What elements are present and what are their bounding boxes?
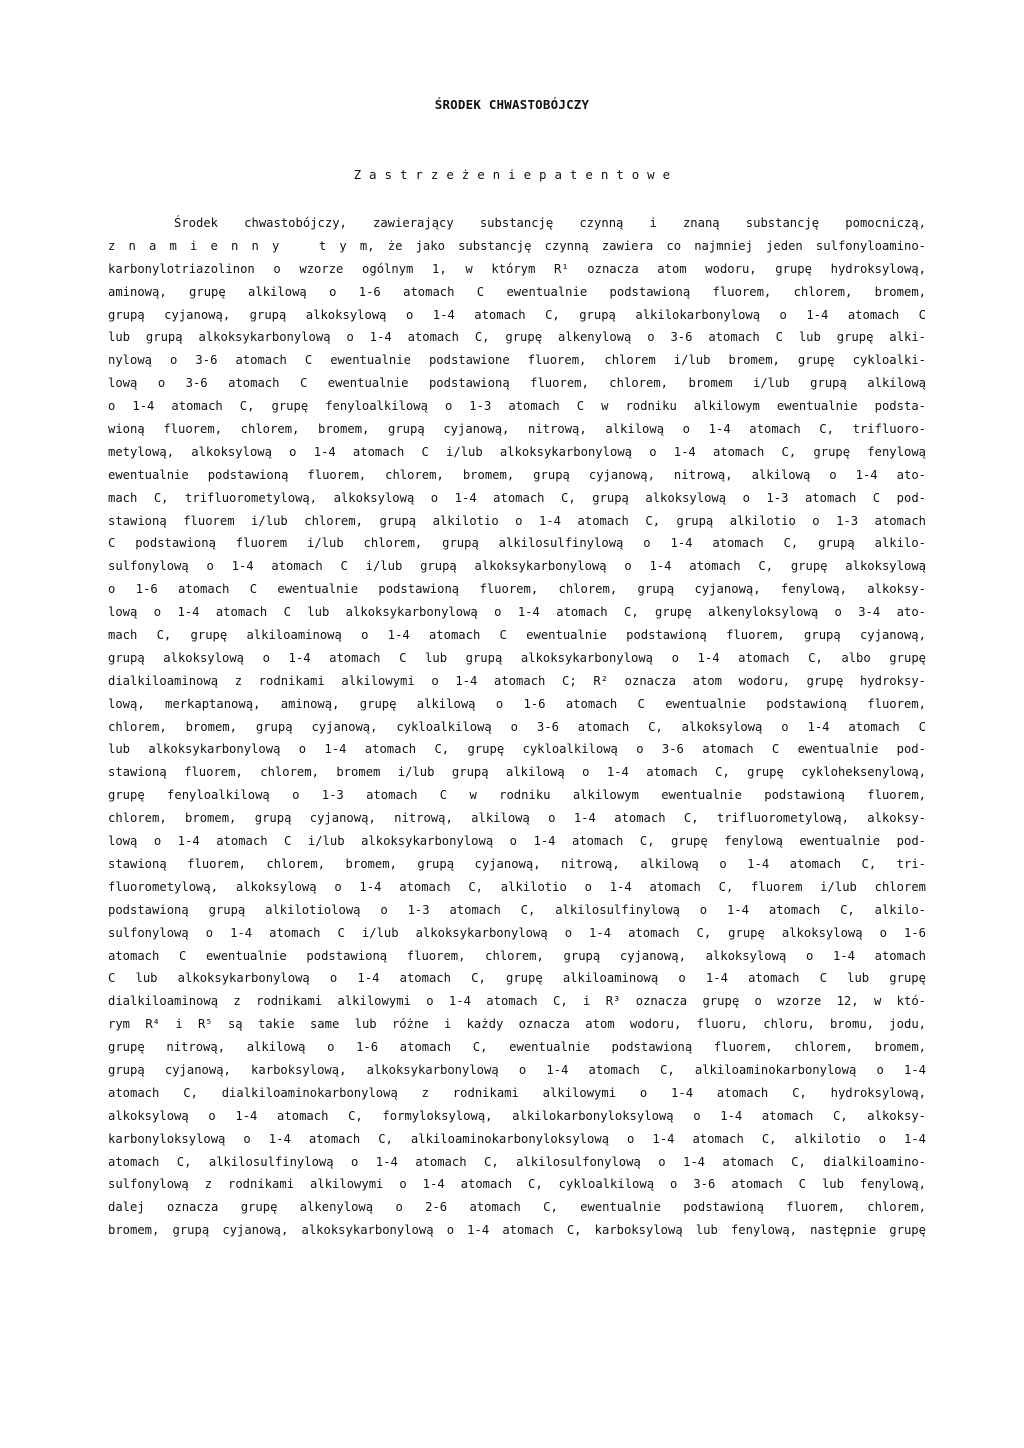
text-line: rym R⁴ i R⁵ są takie same lub różne i każdy oznacza atom wodoru, fluoru, chloru, bromu, jodu,: [108, 1017, 926, 1032]
text-line: fluorometylową, alkoksylową o 1-4 atomach C, alkilotio o 1-4 atomach C, fluorem i/lub chlorem: [108, 879, 926, 894]
text-line: lub grupą alkoksykarbonylową o 1-4 atomach C, grupę alkenylową o 3-6 atomach C lub grupę alki-: [108, 330, 926, 345]
text-line: stawioną fluorem, chlorem, bromem i/lub grupą alkilową o 1-4 atomach C, grupę cykloheksenylową,: [108, 765, 926, 780]
text-line: metylową, alkoksylową o 1-4 atomach C i/lub alkoksykarbonylową o 1-4 atomach C, grupę fenylową: [108, 444, 926, 459]
text-line: mach C, grupę alkiloaminową o 1-4 atomach C ewentualnie podstawioną fluorem, grupą cyjanową,: [108, 628, 926, 643]
text-line: lową, merkaptanową, aminową, grupę alkilową o 1-6 atomach C ewentualnie podstawioną fluorem,: [108, 696, 926, 711]
text-line: chlorem, bromem, grupą cyjanową, cykloalkilową o 3-6 atomach C, alkoksylową o 1-4 atomach C: [108, 719, 926, 734]
text-line: dalej oznacza grupę alkenylową o 2-6 atomach C, ewentualnie podstawioną fluorem, chlorem,: [108, 1200, 926, 1215]
text-line: wioną fluorem, chlorem, bromem, grupą cyjanową, nitrową, alkilową o 1-4 atomach C, trifluoro-: [108, 422, 926, 437]
text-line: grupę fenyloalkilową o 1-3 atomach C w rodniku alkilowym ewentualnie podstawioną fluorem,: [108, 788, 926, 803]
text-line: o 1-4 atomach C, grupę fenyloalkilową o 1-3 atomach C w rodniku alkilowym ewentualnie podsta-: [108, 399, 926, 414]
text-line: stawioną fluorem i/lub chlorem, grupą alkilotio o 1-4 atomach C, grupą alkilotio o 1-3 atomach: [108, 513, 926, 528]
text-line: nylową o 3-6 atomach C ewentualnie podstawione fluorem, chlorem i/lub bromem, grupę cykloalki-: [108, 353, 926, 368]
text-line: stawioną fluorem, chlorem, bromem, grupą cyjanową, nitrową, alkilową o 1-4 atomach C, tri-: [108, 856, 926, 871]
claim-text: [108, 212, 926, 1242]
text-line: karbonyloksylową o 1-4 atomach C, alkiloaminokarbonyloksylową o 1-4 atomach C, alkilotio o 1-4: [108, 1131, 926, 1146]
text-line: dialkiloaminową z rodnikami alkilowymi o 1-4 atomach C, i R³ oznacza grupę o wzorze 12, w któ-: [108, 994, 926, 1009]
text-line: lową o 3-6 atomach C ewentualnie podstawioną fluorem, chlorem, bromem i/lub grupą alkilową: [108, 376, 926, 391]
document-title: ŚRODEK CHWASTOBÓJCZY: [434, 97, 590, 112]
section-heading: Z a s t r z e ż e n i e p a t e n t o w e: [353, 167, 671, 182]
text-line: dialkiloaminową z rodnikami alkilowymi o 1-4 atomach C; R² oznacza atom wodoru, grupę hydroksy-: [108, 673, 926, 688]
text-line: atomach C, alkilosulfinylową o 1-4 atomach C, alkilosulfonylową o 1-4 atomach C, dialkiloamino-: [108, 1154, 926, 1169]
text-line: grupę nitrową, alkilową o 1-6 atomach C, ewentualnie podstawioną fluorem, chlorem, bromem,: [108, 1040, 926, 1055]
text-line: lową o 1-4 atomach C lub alkoksykarbonylową o 1-4 atomach C, grupę alkenyloksylową o 3-4 ato-: [108, 605, 926, 620]
text-line: grupą alkoksylową o 1-4 atomach C lub grupą alkoksykarbonylową o 1-4 atomach C, albo grupę: [108, 650, 926, 665]
text-line: aminową, grupę alkilową o 1-6 atomach C ewentualnie podstawioną fluorem, chlorem, bromem,: [108, 284, 926, 299]
text-line: grupą cyjanową, grupą alkoksylową o 1-4 atomach C, grupą alkilokarbonylową o 1-4 atomach C: [108, 307, 926, 322]
text-line: sulfonylową o 1-4 atomach C i/lub alkoksykarbonylową o 1-4 atomach C, grupę alkoksylową o 1-6: [108, 925, 926, 940]
text-line: bromem, grupą cyjanową, alkoksykarbonylową o 1-4 atomach C, karboksylową lub fenylową, następnie grupę: [108, 1223, 926, 1238]
text-line: C lub alkoksykarbonylową o 1-4 atomach C, grupę alkiloaminową o 1-4 atomach C lub grupę: [108, 971, 926, 986]
text-line: sulfonylową z rodnikami alkilowymi o 1-4 atomach C, cykloalkilową o 3-6 atomach C lub fenylową,: [108, 1177, 926, 1192]
text-line: ewentualnie podstawioną fluorem, chlorem, bromem, grupą cyjanową, nitrową, alkilową o 1-4 ato-: [108, 467, 926, 482]
text-line: Środek chwastobójczy, zawierający substancję czynną i znaną substancję pomocniczą,: [174, 216, 926, 230]
text-line: lową o 1-4 atomach C i/lub alkoksykarbonylową o 1-4 atomach C, grupę fenylową ewentualnie pod-: [108, 834, 926, 849]
text-line: grupą cyjanową, karboksylową, alkoksykarbonylową o 1-4 atomach C, alkiloaminokarbonylową o 1-4: [108, 1062, 926, 1077]
text-line: z n a m i e n n y t y m, że jako substancję czynną zawiera co najmniej jeden sulfonyloamino-: [108, 238, 926, 253]
text-line: C podstawioną fluorem i/lub chlorem, grupą alkilosulfinylową o 1-4 atomach C, grupą alkilo-: [108, 536, 926, 551]
text-line: mach C, trifluorometylową, alkoksylową o 1-4 atomach C, grupą alkoksylową o 1-3 atomach C pod-: [108, 490, 926, 505]
text-line: alkoksylową o 1-4 atomach C, formyloksylową, alkilokarbonyloksylową o 1-4 atomach C, alkoksy-: [108, 1108, 926, 1123]
text-line: lub alkoksykarbonylową o 1-4 atomach C, grupę cykloalkilową o 3-6 atomach C ewentualnie pod-: [108, 742, 926, 757]
text-line: o 1-6 atomach C ewentualnie podstawioną fluorem, chlorem, grupą cyjanową, fenylową, alkoksy-: [108, 582, 926, 597]
text-line: podstawioną grupą alkilotiolową o 1-3 atomach C, alkilosulfinylową o 1-4 atomach C, alkilo-: [108, 902, 926, 917]
text-line: atomach C, dialkiloaminokarbonylową z rodnikami alkilowymi o 1-4 atomach C, hydroksylową,: [108, 1085, 926, 1100]
text-line: karbonylotriazolinon o wzorze ogólnym 1, w którym R¹ oznacza atom wodoru, grupę hydroksylową,: [108, 261, 926, 276]
text-line: atomach C ewentualnie podstawioną fluorem, chlorem, grupą cyjanową, alkoksylową o 1-4 atomach: [108, 948, 926, 963]
text-line: chlorem, bromem, grupą cyjanową, nitrową, alkilową o 1-4 atomach C, trifluorometylową, alkoksy-: [108, 811, 926, 826]
text-line: sulfonylową o 1-4 atomach C i/lub grupą alkoksykarbonylową o 1-4 atomach C, grupę alkoksylową: [108, 559, 926, 574]
